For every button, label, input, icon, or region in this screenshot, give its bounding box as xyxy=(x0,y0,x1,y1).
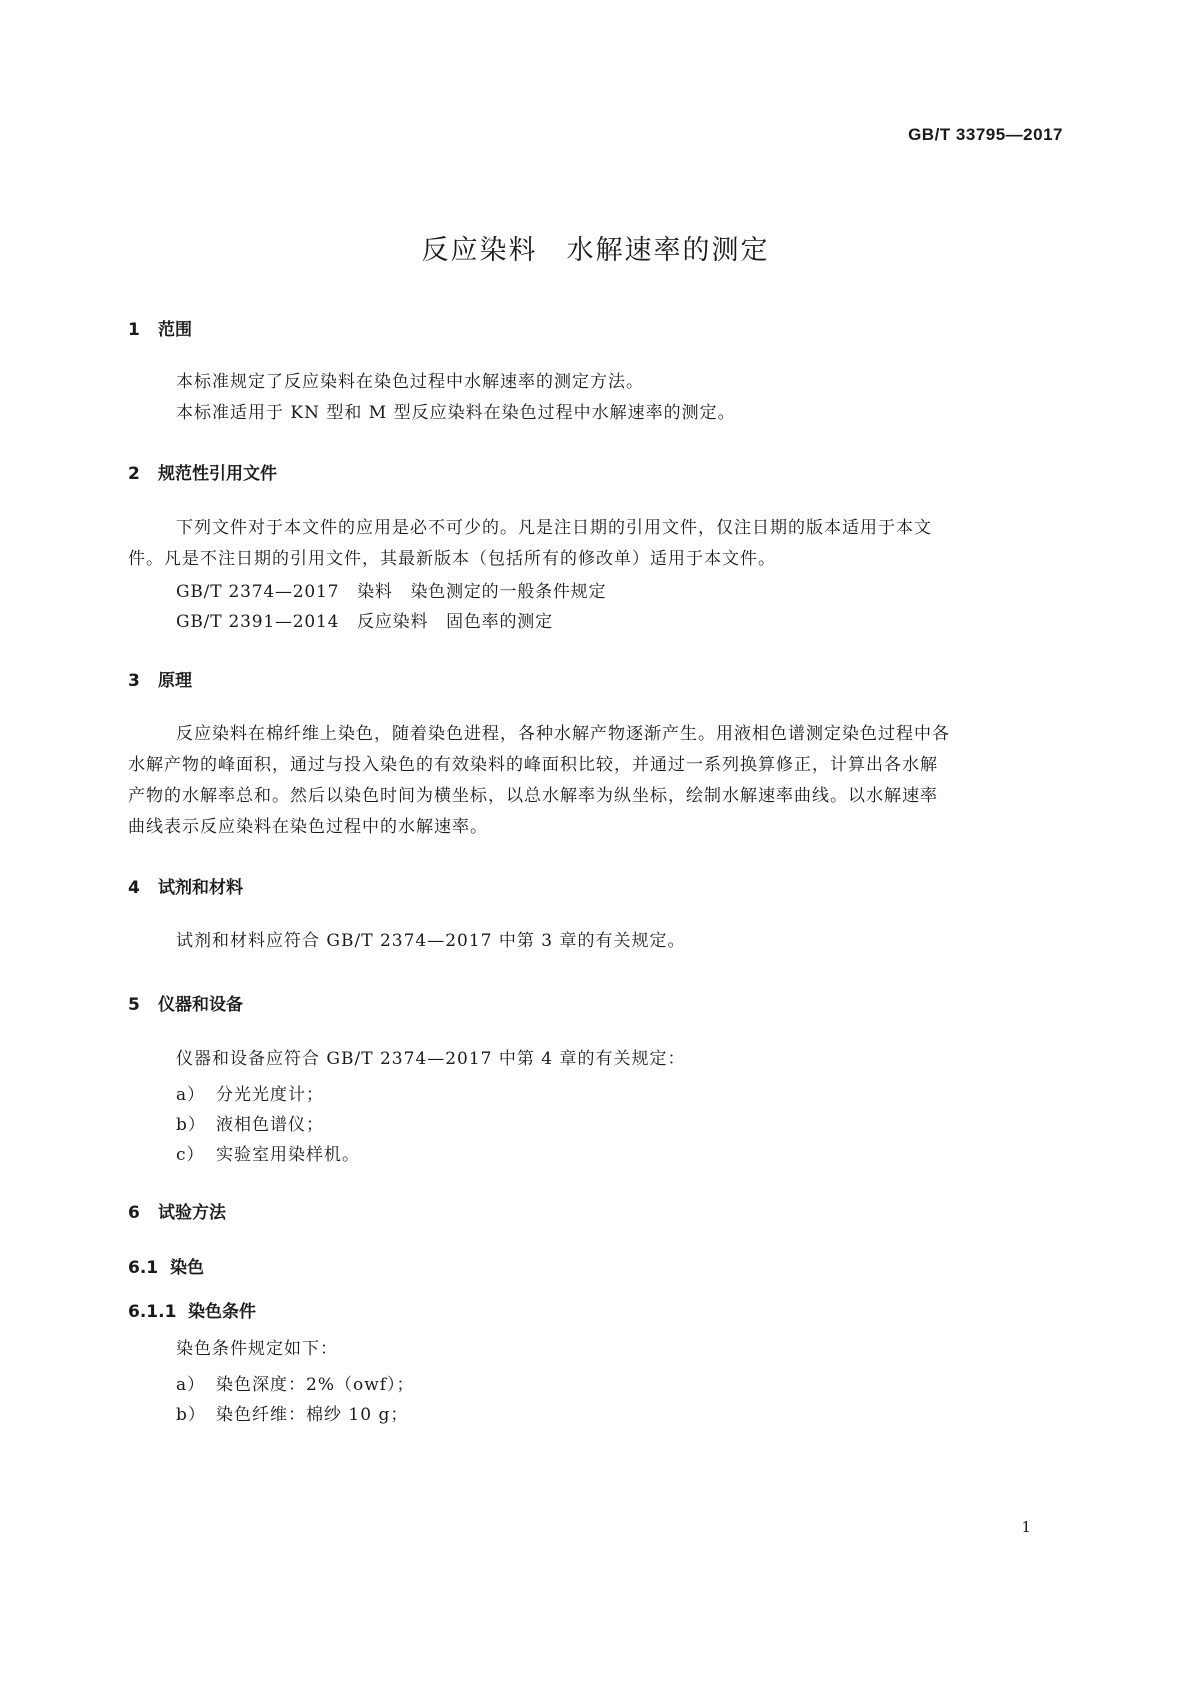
section-1-heading xyxy=(128,315,192,340)
list-item xyxy=(176,1080,324,1105)
section-3-heading xyxy=(128,666,192,691)
section-number: 1 xyxy=(128,320,140,340)
standard-code: GB/T 33795—2017 xyxy=(908,125,1063,144)
paragraph: 试剂和材料应符合 GB/T 2374—2017 中第 3 章的有关规定。 xyxy=(176,931,686,951)
paragraph-line: 反应染料在棉纤维上染色，随着染色进程，各种水解产物逐渐产生。用液相色谱测定染色过程中各 xyxy=(176,724,950,744)
paragraph: 仪器和设备应符合 GB/T 2374—2017 中第 4 章的有关规定： xyxy=(176,1049,686,1069)
section-title: 原理 xyxy=(158,671,192,691)
list-label: b） xyxy=(176,1405,206,1425)
section-6-1-1-intro xyxy=(128,1334,1063,1365)
paragraph-line: 水解产物的峰面积，通过与投入染色的有效染料的峰面积比较，并通过一系列换算修正，计算出各水解 xyxy=(128,755,938,775)
section-title: 试验方法 xyxy=(158,1203,226,1223)
section-number: 6.1 xyxy=(128,1258,159,1278)
list-item xyxy=(176,1110,324,1135)
paragraph-line: 曲线表示反应染料在染色过程中的水解速率。 xyxy=(128,817,488,837)
normative-reference: GB/T 2391—2014 反应染料 固色率的测定 xyxy=(176,612,553,632)
list-item xyxy=(176,1370,415,1395)
section-title: 范围 xyxy=(158,320,192,340)
list-item xyxy=(176,1400,408,1425)
section-number: 5 xyxy=(128,995,140,1015)
paragraph: 染色条件规定如下： xyxy=(176,1339,338,1359)
list-label: a） xyxy=(176,1375,206,1395)
list-text: 分光光度计； xyxy=(216,1085,324,1105)
list-text: 液相色谱仪； xyxy=(216,1115,324,1135)
list-item xyxy=(176,1140,360,1165)
section-4-body xyxy=(128,926,1063,957)
paragraph: 本标准规定了反应染料在染色过程中水解速率的测定方法。 xyxy=(176,372,644,392)
section-3-body xyxy=(128,719,1063,843)
section-6-1-1-heading xyxy=(128,1297,256,1322)
list-text: 实验室用染样机。 xyxy=(216,1145,360,1165)
paragraph-line: 产物的水解率总和。然后以染色时间为横坐标，以总水解率为纵坐标，绘制水解速率曲线。以水解速率 xyxy=(128,786,938,806)
section-title: 仪器和设备 xyxy=(158,995,243,1015)
section-title: 试剂和材料 xyxy=(158,878,243,898)
section-4-heading xyxy=(128,873,243,898)
section-5-intro xyxy=(128,1044,1063,1075)
section-title: 染色条件 xyxy=(188,1302,256,1322)
section-number: 2 xyxy=(128,464,140,484)
list-text: 染色深度：2%（owf）； xyxy=(216,1375,415,1395)
section-1-body xyxy=(128,367,1063,429)
section-number: 4 xyxy=(128,878,140,898)
paragraph: 本标准适用于 KN 型和 M 型反应染料在染色过程中水解速率的测定。 xyxy=(176,403,736,423)
section-6-heading xyxy=(128,1198,226,1223)
paragraph-line: 件。凡是不注日期的引用文件，其最新版本（包括所有的修改单）适用于本文件。 xyxy=(128,549,776,569)
section-number: 6 xyxy=(128,1203,140,1223)
list-text: 染色纤维：棉纱 10 g； xyxy=(216,1405,409,1425)
paragraph-line: 下列文件对于本文件的应用是必不可少的。凡是注日期的引用文件，仅注日期的版本适用于本文 xyxy=(176,518,932,538)
section-2-heading xyxy=(128,459,277,484)
section-number: 6.1.1 xyxy=(128,1302,177,1322)
document-title: 反应染料 水解速率的测定 xyxy=(421,235,770,266)
page-number: 1 xyxy=(1021,1518,1031,1536)
section-title: 染色 xyxy=(170,1258,204,1278)
normative-reference: GB/T 2374—2017 染料 染色测定的一般条件规定 xyxy=(176,582,607,602)
section-title: 规范性引用文件 xyxy=(158,464,277,484)
list-label: c） xyxy=(176,1145,205,1165)
list-label: a） xyxy=(176,1085,206,1105)
section-6-1-heading xyxy=(128,1253,204,1278)
section-5-heading xyxy=(128,990,243,1015)
list-label: b） xyxy=(176,1115,206,1135)
section-2-intro xyxy=(128,513,1063,575)
section-number: 3 xyxy=(128,671,140,691)
